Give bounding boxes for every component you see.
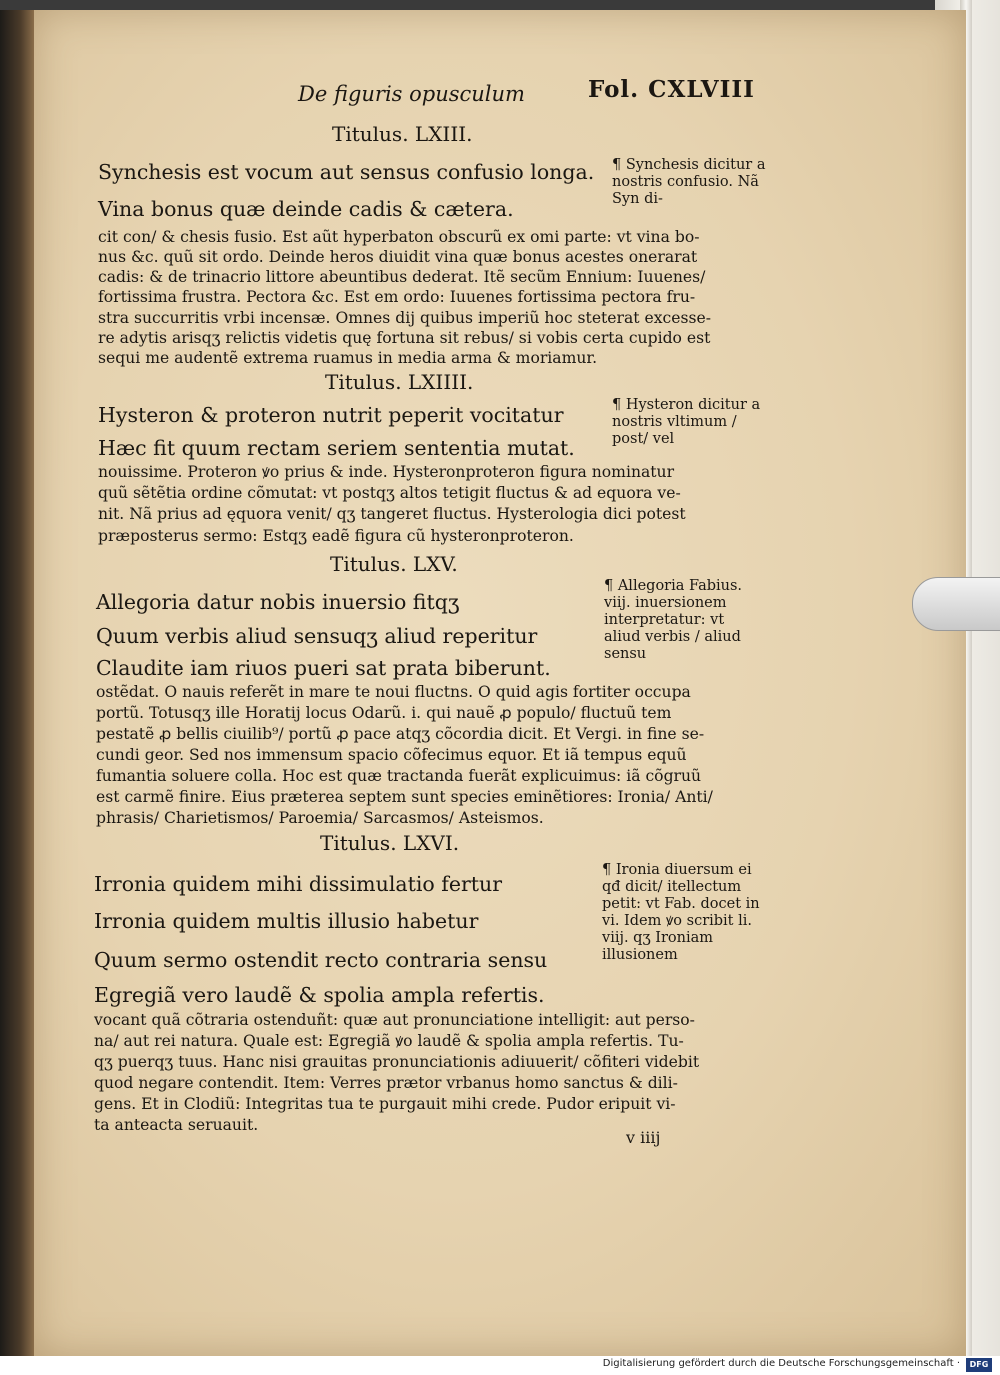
marginal-note: ¶ Synchesis dicitur a nostris confusio. Nã Syn di- — [612, 157, 766, 207]
verse-line: Irronia quidem mihi dissimulatio fertur — [94, 872, 503, 896]
book-binding — [0, 10, 34, 1356]
verse-line: Hysteron & proteron nutrit peperit vocitatur — [98, 403, 564, 427]
prose-line: cadis: & de trinacrio littore abeuntibus dederat. Itẽ secũm Ennium: Iuuenes/ — [98, 268, 706, 286]
prose-line: nit. Nã prius ad ęquora venit/ qʒ tangeret fluctus. Hysterologia dici potest — [98, 505, 686, 523]
verse-line: Vina bonus quæ deinde cadis & cætera. — [98, 197, 514, 221]
prose-line: cundi geor. Sed nos immensum spacio cõfecimus equor. Et iã tempus equũ — [96, 746, 687, 764]
signature-mark: v iiij — [626, 1128, 661, 1147]
section-title: Titulus. LXVI. — [320, 831, 460, 855]
running-title: De figuris opusculum — [298, 82, 525, 106]
prose-line: qʒ puerqʒ tuus. Hanc nisi grauitas pronunciationis adiuuerit/ cõfiteri videbit — [94, 1053, 700, 1071]
verse-line: Claudite iam riuos pueri sat prata biberunt. — [96, 656, 551, 680]
prose-line: fumantia soluere colla. Hoc est quæ tractanda fuerãt explicuimus: iã cõgruũ — [96, 767, 702, 785]
section-title: Titulus. LXIII. — [332, 122, 473, 146]
prose-line: quũ sẽtẽtia ordine cõmutat: vt postqʒ altos tetigit fluctus & ad equora ve- — [98, 484, 681, 502]
prose-line: phrasis/ Charietismos/ Paroemia/ Sarcasmos/ Asteismos. — [96, 809, 544, 827]
verse-line: Hæc fit quum rectam seriem sententia mutat. — [98, 436, 575, 460]
prose-line: ostẽdat. O nauis referẽt in mare te noui fluctns. O quid agis fortiter occupa — [96, 683, 691, 701]
prose-line: est carmẽ finire. Eius præterea septem sunt species eminẽtiores: Ironia/ Anti/ — [96, 788, 713, 806]
prose-line: na/ aut rei natura. Quale est: Egregiã ꝟo laudẽ & spolia ampla refertis. Tu- — [94, 1032, 684, 1050]
marginal-note: ¶ Allegoria Fabius. viij. inuersionem interpretatur: vt aliud verbis / aliud sensu — [604, 578, 743, 662]
page-clip — [912, 577, 1000, 631]
prose-line: fortissima frustra. Pectora &c. Est em ordo: Iuuenes fortissima pectora fru- — [98, 288, 696, 306]
verse-line: Quum verbis aliud sensuqʒ aliud reperitur — [96, 624, 538, 648]
section-title: Titulus. LXV. — [330, 552, 458, 576]
prose-line: præposterus sermo: Estqʒ eadẽ figura cũ hysteronproteron. — [98, 527, 574, 545]
prose-line: gens. Et in Clodiũ: Integritas tua te purgauit mihi crede. Pudor eripuit vi- — [94, 1095, 676, 1113]
verse-line: Irronia quidem multis illusio habetur — [94, 909, 479, 933]
prose-line: stra succurritis vrbi incensæ. Omnes dij quibus imperiũ hoc steterat excesse- — [98, 309, 711, 327]
prose-line: nus &c. quũ sit ordo. Deinde heros diuidit vina quæ bonus acestes onerarat — [98, 248, 698, 266]
verse-line: Egregiã vero laudẽ & spolia ampla refertis. — [94, 983, 545, 1007]
verse-line: Synchesis est vocum aut sensus confusio longa. — [98, 160, 595, 184]
verse-line: Allegoria datur nobis inuersio fitqʒ — [96, 590, 460, 614]
footer-credit: Digitalisierung gefördert durch die Deutsche Forschungsgemeinschaft · — [602, 1358, 960, 1369]
folio-number: Fol. CXLVIII — [588, 76, 755, 103]
dfg-logo: DFG — [966, 1358, 992, 1372]
prose-line: vocant quã cõtraria ostenduñt: quæ aut pronunciatione intelligit: aut perso- — [94, 1011, 695, 1029]
prose-line: ta anteacta seruauit. — [94, 1116, 259, 1134]
prose-line: cit con/ & chesis fusio. Est aũt hyperbaton obscurũ ex omi parte: vt vina bo- — [98, 228, 700, 246]
section-title: Titulus. LXIIII. — [325, 370, 474, 394]
marginal-note: ¶ Ironia diuersum ei qđ dicit/ itellectum petit: vt Fab. docet in vi. Idem ꝟo scribit li. viij. qʒ Ironiam illusionem — [602, 862, 760, 963]
prose-line: pestatẽ ꝓ bellis ciuilib⁹/ portũ ꝓ pace atqʒ cõcordia dicit. Et Vergi. in fine se- — [96, 725, 705, 743]
prose-line: sequi me audentẽ extrema ruamus in media arma & moriamur. — [98, 349, 598, 367]
prose-line: re adytis arisqʒ relictis videtis quę fortuna sit rebus/ si vobis certa cupido est — [98, 329, 711, 347]
prose-line: quod negare contendit. Item: Verres prætor vrbanus homo sanctus & dili- — [94, 1074, 678, 1092]
prose-line: nouissime. Proteron ꝟo prius & inde. Hysteronproteron figura nominatur — [98, 463, 675, 481]
marginal-note: ¶ Hysteron dicitur a nostris vltimum / post/ vel — [612, 397, 761, 447]
verse-line: Quum sermo ostendit recto contraria sensu — [94, 948, 548, 972]
prose-line: portũ. Totusqʒ ille Horatij locus Odarũ. i. qui nauẽ ꝓ populo/ fluctuũ tem — [96, 704, 672, 722]
